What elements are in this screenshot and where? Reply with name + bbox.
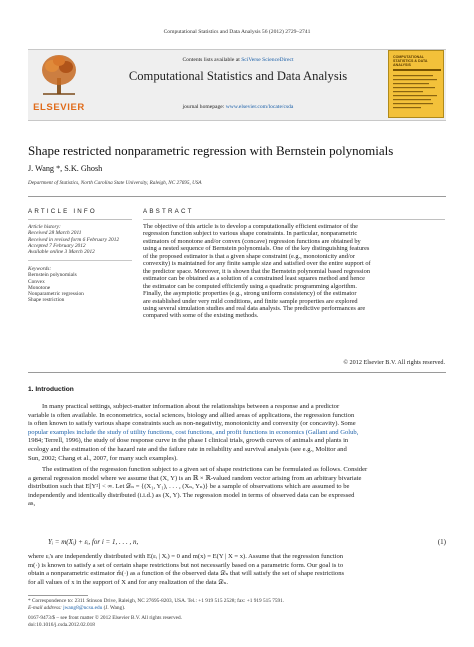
section-heading-introduction: 1. Introduction xyxy=(28,386,74,393)
history-accepted: Accepted 7 February 2012 xyxy=(28,242,86,249)
elsevier-tree-icon xyxy=(39,52,79,96)
running-head: Computational Statistics and Data Analysis 56 (2012) 2729–2741 xyxy=(163,29,311,35)
abstract-line: estimator can be obtained as a solution of a constrained least squares method and hence xyxy=(143,275,365,283)
cover-title: COMPUTATIONAL STATISTICS & DATA ANALYSIS xyxy=(393,55,428,68)
abstract-heading: ABSTRACT xyxy=(143,208,194,215)
abstract-line: of the proposed estimator is that a given shape constraint (e.g., monotonicity and/or xyxy=(143,252,355,260)
keywords-label: Keywords: xyxy=(28,266,52,272)
keyword-item: Convex xyxy=(28,278,45,285)
body-line: The estimation of the regression function subject to a given set of shape restrictions can be formulated as follows. Consider xyxy=(42,466,368,473)
keyword-item: Shape restriction xyxy=(28,297,65,304)
body-line: a general regression model where we assume that (X, Y) is an ℝ × ℝ-valued random vector arising from an arbitrary bivariate xyxy=(28,474,362,482)
footnote-correspondence: * Correspondence to: 2311 Stinson Drive, Raleigh, NC 27695-8203, USA. Tel.: +1 919 515 2528; fax: +1 919 515 7591. xyxy=(28,598,285,604)
abstract-line: estimators of monotone and/or convex (concave) regression functions are obtained by xyxy=(143,237,361,245)
abstract-line: the predictor space. Moreover, it is shown that the Bernstein polynomial based regression xyxy=(143,267,371,275)
journal-title: Computational Statistics and Data Analysis xyxy=(128,69,348,83)
history-online: Available online 3 March 2012 xyxy=(28,249,95,255)
contents-prefix: Contents lists available at xyxy=(182,57,242,63)
abstract-line: the estimator can be computed efficiently using a quadratic programming algorithm. xyxy=(143,282,357,290)
body-line: popular examples include the study of utility functions, cost functions, and profit functions in economics (Gallant and Golub, xyxy=(28,428,359,436)
keywords-rule xyxy=(28,260,132,261)
journal-homepage-link[interactable]: www.elsevier.com/locate/csda xyxy=(225,104,294,110)
keyword-item: Monotone xyxy=(28,284,51,291)
issn-line: 0167-9473/$ – see front matter © 2012 Elsevier B.V. All rights reserved. xyxy=(28,615,182,621)
intro-paragraph-3 xyxy=(28,553,446,587)
divider-top xyxy=(28,196,446,197)
abstract-rule xyxy=(143,219,445,220)
body-line: for all values of x in the support of X and for any realization of the data 𝒟ₙ. xyxy=(28,578,229,586)
footnote-email xyxy=(28,605,446,611)
email-suffix: (J. Wang). xyxy=(102,605,126,611)
article-history xyxy=(28,224,119,255)
footnote-rule xyxy=(28,595,88,596)
abstract-line: using several simulation studies and real data analysis. The predictive performances are xyxy=(143,304,366,312)
body-line: In many practical settings, subject-matter information about the relationships between a response and a predictor xyxy=(42,403,340,410)
equation-body: Yᵢ = m(Xᵢ) + εᵢ, for i = 1, . . . , n, xyxy=(48,538,139,546)
keyword-item: Nonparametric regression xyxy=(28,291,84,297)
body-line: variable is often available. In econometrics, social sciences, biology and allied areas of applications, the regression function xyxy=(28,411,355,419)
body-line: independently and identically distributed (i.i.d.) as (X, Y). The regression model in terms of observed data can be expressed xyxy=(28,491,355,499)
abstract-line: are established under very mild conditions, and finite sample properties are explored xyxy=(143,297,358,305)
equation-number: (1) xyxy=(437,538,446,546)
body-line: obtain a nonparametric estimator m̂(·) as a function of the observed data 𝒟ₙ that will satisfy the set of shape restrictions xyxy=(28,570,345,578)
journal-cover-thumbnail[interactable] xyxy=(388,50,444,118)
equation-1 xyxy=(28,538,446,546)
abstract-line: regression function subject to various shape constraints. In particular, nonparametric xyxy=(143,230,358,238)
homepage-prefix: journal homepage: xyxy=(182,104,226,110)
body-line: 1984; Terrell, 1996), the study of dose response curve in the phase I clinical trials, growth curves of animals and plants in xyxy=(28,437,349,445)
body-line: as, xyxy=(28,500,36,508)
elsevier-wordmark: ELSEVIER xyxy=(33,102,85,113)
abstract-line: The objective of this article is to develop a computationally efficient estimator of the xyxy=(143,223,358,230)
divider-bottom xyxy=(28,372,446,373)
elsevier-logo[interactable] xyxy=(29,48,89,120)
abstract-line: compared with some of the existing methods. xyxy=(143,312,259,320)
history-received: Received 28 March 2011 xyxy=(28,230,82,237)
sciencedirect-link[interactable]: SciVerse ScienceDirect xyxy=(241,57,294,63)
journal-homepage-line xyxy=(90,104,386,110)
cover-graphic xyxy=(393,69,441,113)
abstract-body xyxy=(143,223,445,320)
doi-link[interactable]: doi:10.1016/j.csda.2012.02.018 xyxy=(28,622,95,628)
keywords xyxy=(28,266,84,304)
intro-paragraph-1 xyxy=(28,403,446,463)
email-link[interactable]: jwang8@ncsu.edu xyxy=(63,605,103,611)
body-line: Sun, 2002; Chang et al., 2007, for many such examples). xyxy=(28,454,178,462)
contents-line xyxy=(90,57,386,63)
intro-paragraph-2 xyxy=(28,466,446,509)
body-line: distribution such that E[Y²] < ∞. Let 𝒟ₙ = {(X₁, Y₁), . . . , (Xₙ, Yₙ)} be a sample of observations which are assumed to be xyxy=(28,483,350,491)
abstract-copyright: © 2012 Elsevier B.V. All rights reserved. xyxy=(343,359,445,366)
body-line: m(·) is known to satisfy a set of certain shape restrictions but not necessarily based on a parametric form. Our goal is to xyxy=(28,561,344,569)
abstract-line: Finally, the asymptotic properties (e.g., strong uniform consistency) of the estimator xyxy=(143,290,357,298)
keyword-item: Bernstein polynomials xyxy=(28,272,77,279)
abstract-line: convexity) is maintained for any finite sample size and satisfied over the entire support of xyxy=(143,260,371,268)
article-title: Shape restricted nonparametric regression with Bernstein polynomials xyxy=(28,143,394,158)
abstract-line: using a nested sequence of Bernstein polynomials. One of the key distinguishing features xyxy=(143,245,370,253)
body-line: ecology and the estimation of the hazard rate and the failure rate in reliability and survival analysis (see e.g., Molitor and xyxy=(28,445,347,453)
article-info-heading: ARTICLE INFO xyxy=(28,208,97,215)
body-line: is often known to satisfy various shape constraints such as non-negativity, monotonicity and convexity (or concavity). Some xyxy=(28,420,356,428)
article-info-rule xyxy=(28,219,132,220)
history-label: Article history: xyxy=(28,224,61,230)
author-list: J. Wang *, S.K. Ghosh xyxy=(28,164,103,173)
body-line: where εᵢ's are independently distributed with E(εᵢ | Xᵢ) = 0 and m(x) = E(Y | X = x). Assume that the regression function xyxy=(28,553,344,560)
email-label: E-mail address: xyxy=(28,605,64,611)
history-revised: Received in revised form 6 February 2012 xyxy=(28,236,120,243)
author-affiliation: Department of Statistics, North Carolina State University, Raleigh, NC 27695, USA xyxy=(28,180,202,186)
